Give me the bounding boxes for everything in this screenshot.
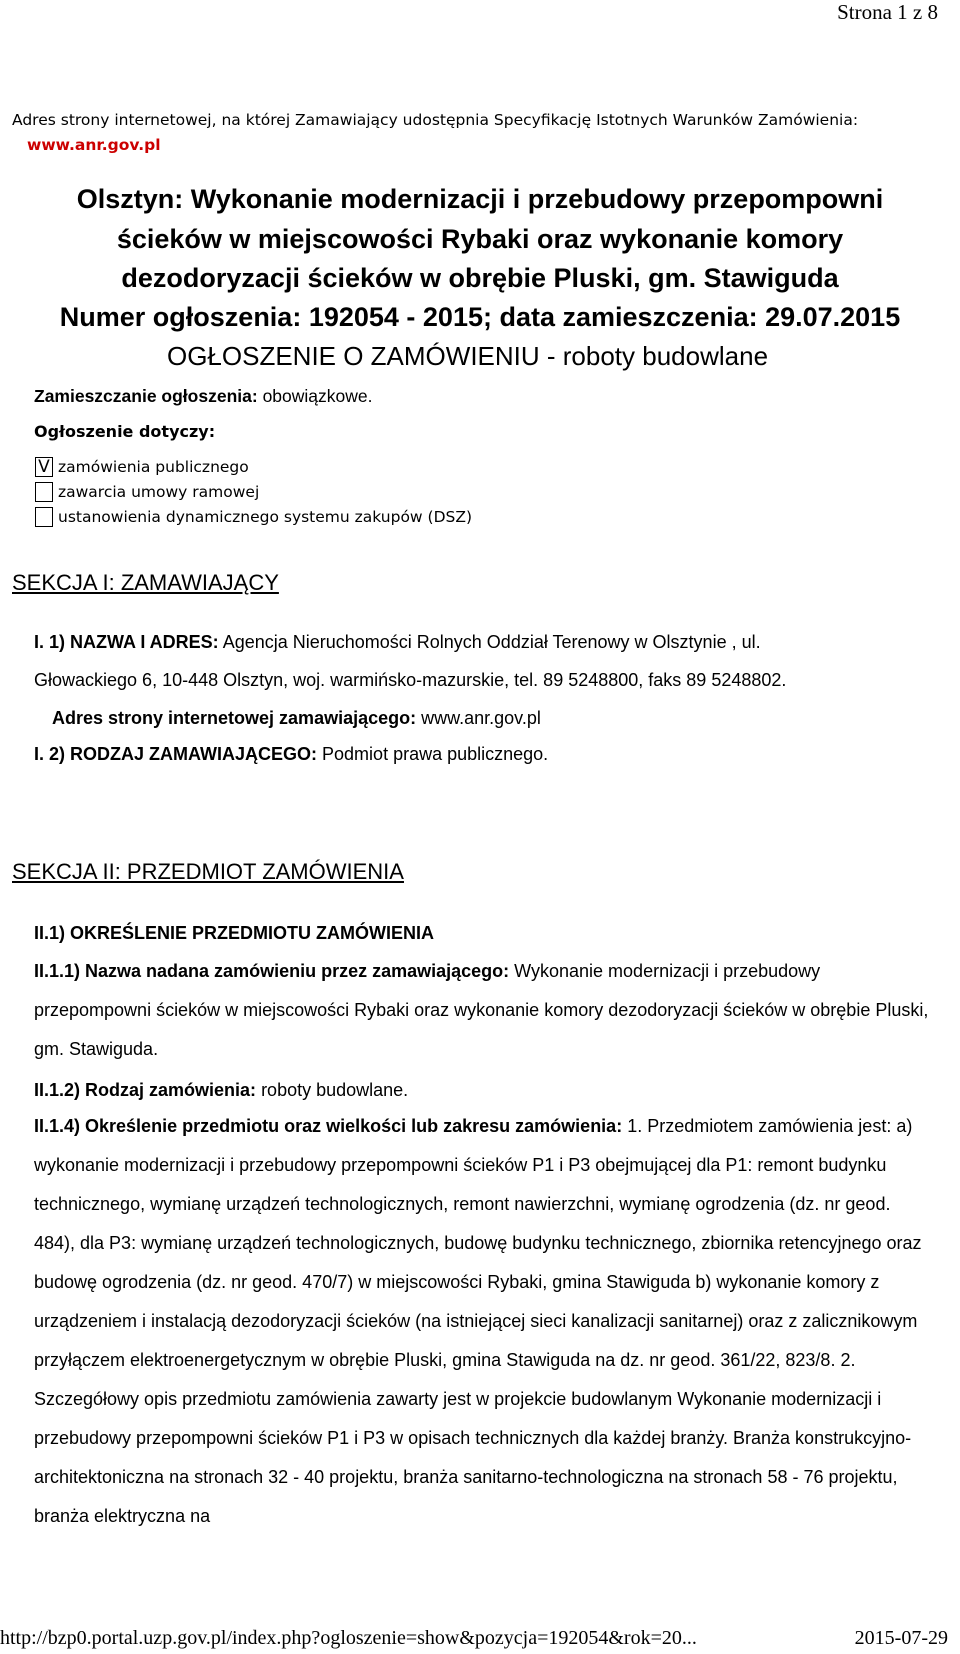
notice-subtitle: OGŁOSZENIE O ZAMÓWIENIU - roboty budowlane — [166, 341, 769, 371]
contracting-name-label: I. 1) NAZWA I ADRES: — [34, 632, 219, 652]
publication-value: obowiązkowe. — [262, 386, 373, 406]
contracting-type-label: I. 2) RODZAJ ZAMAWIAJĄCEGO: — [34, 744, 318, 764]
checkbox-public-order: V — [35, 457, 53, 477]
checkbox-dynamic-purchasing — [35, 507, 53, 527]
contracting-name-line — [34, 632, 761, 653]
siwz-link[interactable]: www.anr.gov.pl — [27, 136, 161, 154]
title-line-3: dezodoryzacji ścieków w obrębie Pluski, gm. Stawiguda — [121, 263, 839, 293]
order-scope-paragraph — [34, 1107, 934, 1536]
contracting-name-value: Agencja Nieruchomości Rolnych Oddział Terenowy w Olsztynie , ul. — [222, 632, 761, 652]
section-1-heading: SEKCJA I: ZAMAWIAJĄCY — [12, 570, 279, 595]
contracting-type-value: Podmiot prawa publicznego. — [322, 744, 549, 764]
concerns-label: Ogłoszenie dotyczy: — [34, 422, 216, 441]
contracting-website-value: www.anr.gov.pl — [421, 708, 541, 728]
page-indicator: Strona 1 z 8 — [837, 0, 938, 24]
subject-definition-heading: II.1) OKREŚLENIE PRZEDMIOTU ZAMÓWIENIA — [34, 923, 435, 943]
order-kind-line — [34, 1080, 408, 1101]
option-framework-agreement: zawarcia umowy ramowej — [58, 483, 260, 501]
contracting-website-label: Adres strony internetowej zamawiającego: — [52, 708, 417, 728]
footer-url: http://bzp0.portal.uzp.gov.pl/index.php?ogloszenie=show&pozycja=192054&rok=20... — [0, 1627, 697, 1649]
section-2-heading: SEKCJA II: PRZEDMIOT ZAMÓWIENIA — [12, 859, 404, 884]
intro-text: Adres strony internetowej, na której Zamawiający udostępnia Specyfikację Istotnych Warunków Zamówienia: — [12, 111, 859, 129]
contracting-address: Głowackiego 6, 10-448 Olsztyn, woj. warmińsko-mazurskie, tel. 89 5248800, faks 89 5248802. — [34, 670, 787, 690]
order-name-label: II.1.1) Nazwa nadana zamówieniu przez zamawiającego: — [34, 961, 510, 981]
title-line-1: Olsztyn: Wykonanie modernizacji i przebudowy przepompowni — [76, 184, 884, 214]
title-line-2: ścieków w miejscowości Rybaki oraz wykonanie komory — [116, 224, 844, 254]
publication-label: Zamieszczanie ogłoszenia: — [34, 386, 258, 406]
checkbox-framework-agreement — [35, 482, 53, 502]
option-dynamic-purchasing: ustanowienia dynamicznego systemu zakupów (DSZ) — [58, 508, 473, 526]
order-scope-label: II.1.4) Określenie przedmiotu oraz wielkości lub zakresu zamówienia: — [34, 1116, 623, 1136]
publication-line — [34, 386, 372, 407]
footer-date: 2015-07-29 — [854, 1627, 948, 1649]
order-kind-label: II.1.2) Rodzaj zamówienia: — [34, 1080, 257, 1100]
option-public-order: zamówienia publicznego — [58, 458, 249, 476]
title-line-4: Numer ogłoszenia: 192054 - 2015; data zamieszczenia: 29.07.2015 — [59, 302, 901, 332]
order-name-value: Wykonanie modernizacji i przebudowy przepompowni ścieków w miejscowości Rybaki oraz wykonanie komory dezodoryzacji ścieków w obrębie Pluski, gm. Stawiguda. — [34, 961, 929, 1059]
contracting-website-line — [52, 708, 541, 729]
order-kind-value: roboty budowlane. — [261, 1080, 409, 1100]
order-name-paragraph — [34, 952, 934, 1069]
contracting-type-line — [34, 744, 548, 765]
order-scope-value: 1. Przedmiotem zamówienia jest: a) wykonanie modernizacji i przebudowy przepompowni ścieków P1 i P3 obejmującej dla P1: remont budynku technicznego, wymianę urządzeń technologicznych, remont nawierzchni, wymianę ogrodzenia (dz. nr geod. 484), dla P3: wymianę urządzeń technologicznych, budowę budynku technicznego, zbiornika retencyjnego oraz budowę ogrodzenia (dz. nr geod. 470/7) w miejscowości Rybaki, gmina Stawiguda b) wykonanie komory z urządzeniem i instalacją dezodoryzacji ścieków (na istniejącej sieci kanalizacji sanitarnej) oraz z zalicznikowym przyłączem elektroenergetycznym w obrębie Pluski, gmina Stawiguda na dz. nr geod. 361/22, 823/8. 2. Szczegółowy opis przedmiotu zamówienia zawarty jest w projekcie budowlanym Wykonanie modernizacji i przebudowy przepompowni ścieków P1 i P3 w opisach technicznych dla każdej branży. Branża konstrukcyjno-architektoniczna na stronach 32 - 40 projektu, branża sanitarno-technologiczna na stronach 58 - 76 projektu, branża elektryczna na — [34, 1116, 922, 1526]
